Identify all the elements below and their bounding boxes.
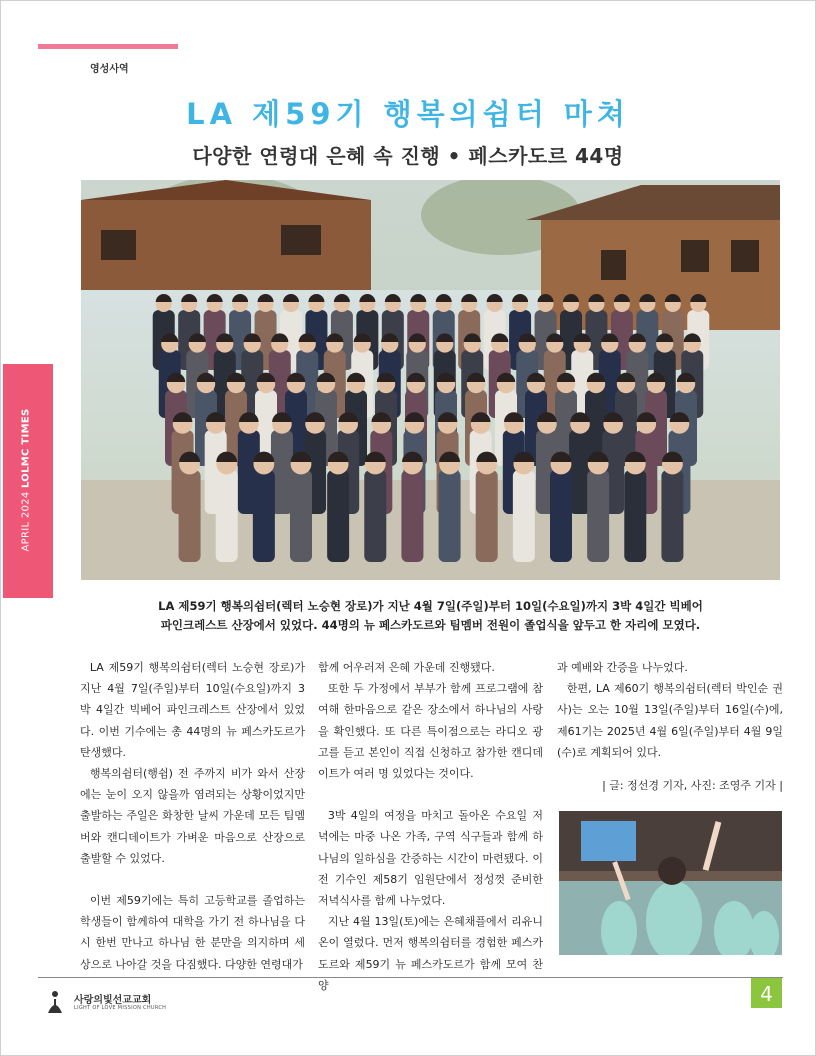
person-body bbox=[513, 470, 535, 562]
person-body bbox=[216, 470, 238, 562]
person-body bbox=[587, 470, 609, 562]
page-number: 4 bbox=[751, 978, 782, 1008]
person-body bbox=[401, 470, 423, 562]
paragraph-6-part-1: 지난 4월 13일(토)에는 은혜채플에서 리유니온이 열렸다. 먼저 행복의쉼터를 경험한 페스카도르와 제59기 뉴 페스카도르가 함께 모여 찬양 bbox=[318, 915, 543, 992]
person-body bbox=[661, 470, 683, 562]
issue-date: APRIL 2024 bbox=[20, 491, 32, 552]
person-body bbox=[327, 470, 349, 562]
caption-line-2: 파인크레스트 산장에서 있었다. 44명의 뉴 페스카도르와 팀멤버 전원이 졸업식을 앞두고 한 자리에 모였다. bbox=[160, 618, 701, 632]
paragraph-4: 또한 두 가정에서 부부가 함께 프로그램에 참여해 한마음으로 같은 장소에서 하나님의 사랑을 확인했다. 또 다른 특이점으로는 라디오 광고를 듣고 본인이 직접 신청하고 참가한 캔디데이트가 여러 명 있었다는 것이다. bbox=[318, 682, 543, 781]
person-body bbox=[364, 470, 386, 562]
paragraph-2: 행복의쉼터(행쉼) 전 주까지 비가 와서 산장에는 눈이 오지 않을까 염려되는 상황이었지만 출발하는 주일은 화창한 날씨 가운데 모든 팀멤버와 캔디데이트가 가벼운 마음으로 산장으로 출발할 수 있었다. bbox=[80, 767, 305, 865]
section-label: 영성사역 bbox=[90, 64, 129, 75]
header-accent-bar bbox=[38, 44, 178, 49]
paragraph-5: 3박 4일의 여정을 마치고 돌아온 수요일 저녁에는 마중 나온 가족, 구역 식구들과 함께 하나님의 일하심을 간증하는 시간이 마련됐다. 이전 기수인 제58기 임원단에서 정성껏 준비한 저녁식사를 함께 나누었다. bbox=[318, 809, 543, 908]
side-tab-text bbox=[21, 409, 32, 552]
person-body bbox=[624, 470, 646, 562]
church-name-en: LIGHT OF LOVE MISSION CHURCH bbox=[74, 1005, 167, 1011]
person-body bbox=[290, 470, 312, 562]
paragraph-6-part-2: 과 예배와 간증을 나누었다. bbox=[557, 661, 688, 674]
paper-name: LOLMC TIMES bbox=[20, 408, 32, 489]
footer-rule bbox=[38, 977, 783, 978]
group-photo bbox=[81, 180, 780, 580]
church-name: 사랑의빛선교교회 bbox=[74, 995, 152, 1006]
person-body bbox=[439, 470, 461, 562]
article-column-3 bbox=[557, 657, 783, 763]
worship-photo bbox=[559, 811, 782, 955]
person-body bbox=[476, 470, 498, 562]
photo-caption bbox=[81, 597, 780, 635]
paragraph-3-part-1: 이번 제59기에는 특히 고등학교를 졸업하는 학생들이 함께하여 대학을 가기 전 하나님을 다시 한번 만나고 하나님 한 분만을 의지하며 세상으로 나아갈 것을 다짐했다. 다양한 연령대가 bbox=[80, 894, 305, 971]
article-title: LA 제59기 행복의쉼터 마쳐 bbox=[186, 97, 630, 131]
article-column-1 bbox=[80, 657, 305, 975]
person-body bbox=[253, 470, 275, 562]
caption-line-1: LA 제59기 행복의쉼터(렉터 노승현 장로)가 지난 4월 7일(주일)부터 10일(수요일)까지 3박 4일간 빅베어 bbox=[158, 599, 703, 613]
person-body bbox=[550, 470, 572, 562]
article-column-2 bbox=[318, 657, 543, 996]
paragraph-1: LA 제59기 행복의쉼터(렉터 노승현 장로)가 지난 4월 7일(주일)부터 10일(수요일)까지 3박 4일간 빅베어 파인크레스트 산장에서 있었다. 이번 기수에는 총 44명의 뉴 페스카도르가 탄생했다. bbox=[80, 661, 305, 759]
person-body bbox=[179, 470, 201, 562]
paragraph-7: 한편, LA 제60기 행복의쉼터(렉터 박인순 권사)는 오는 10월 13일(주일)부터 16일(수)에, 제61기는 2025년 4월 6일(주일)부터 4월 9일(수)로 계획되어 있다. bbox=[557, 682, 783, 759]
photo-credit: | 글: 정선경 기자, 사진: 조영주 기자 | bbox=[602, 779, 783, 792]
article-subtitle: 다양한 연령대 은혜 속 진행 • 페스카도르 44명 bbox=[192, 144, 624, 168]
paragraph-3-part-2: 함께 어우러져 은혜 가운데 진행됐다. bbox=[318, 661, 495, 674]
